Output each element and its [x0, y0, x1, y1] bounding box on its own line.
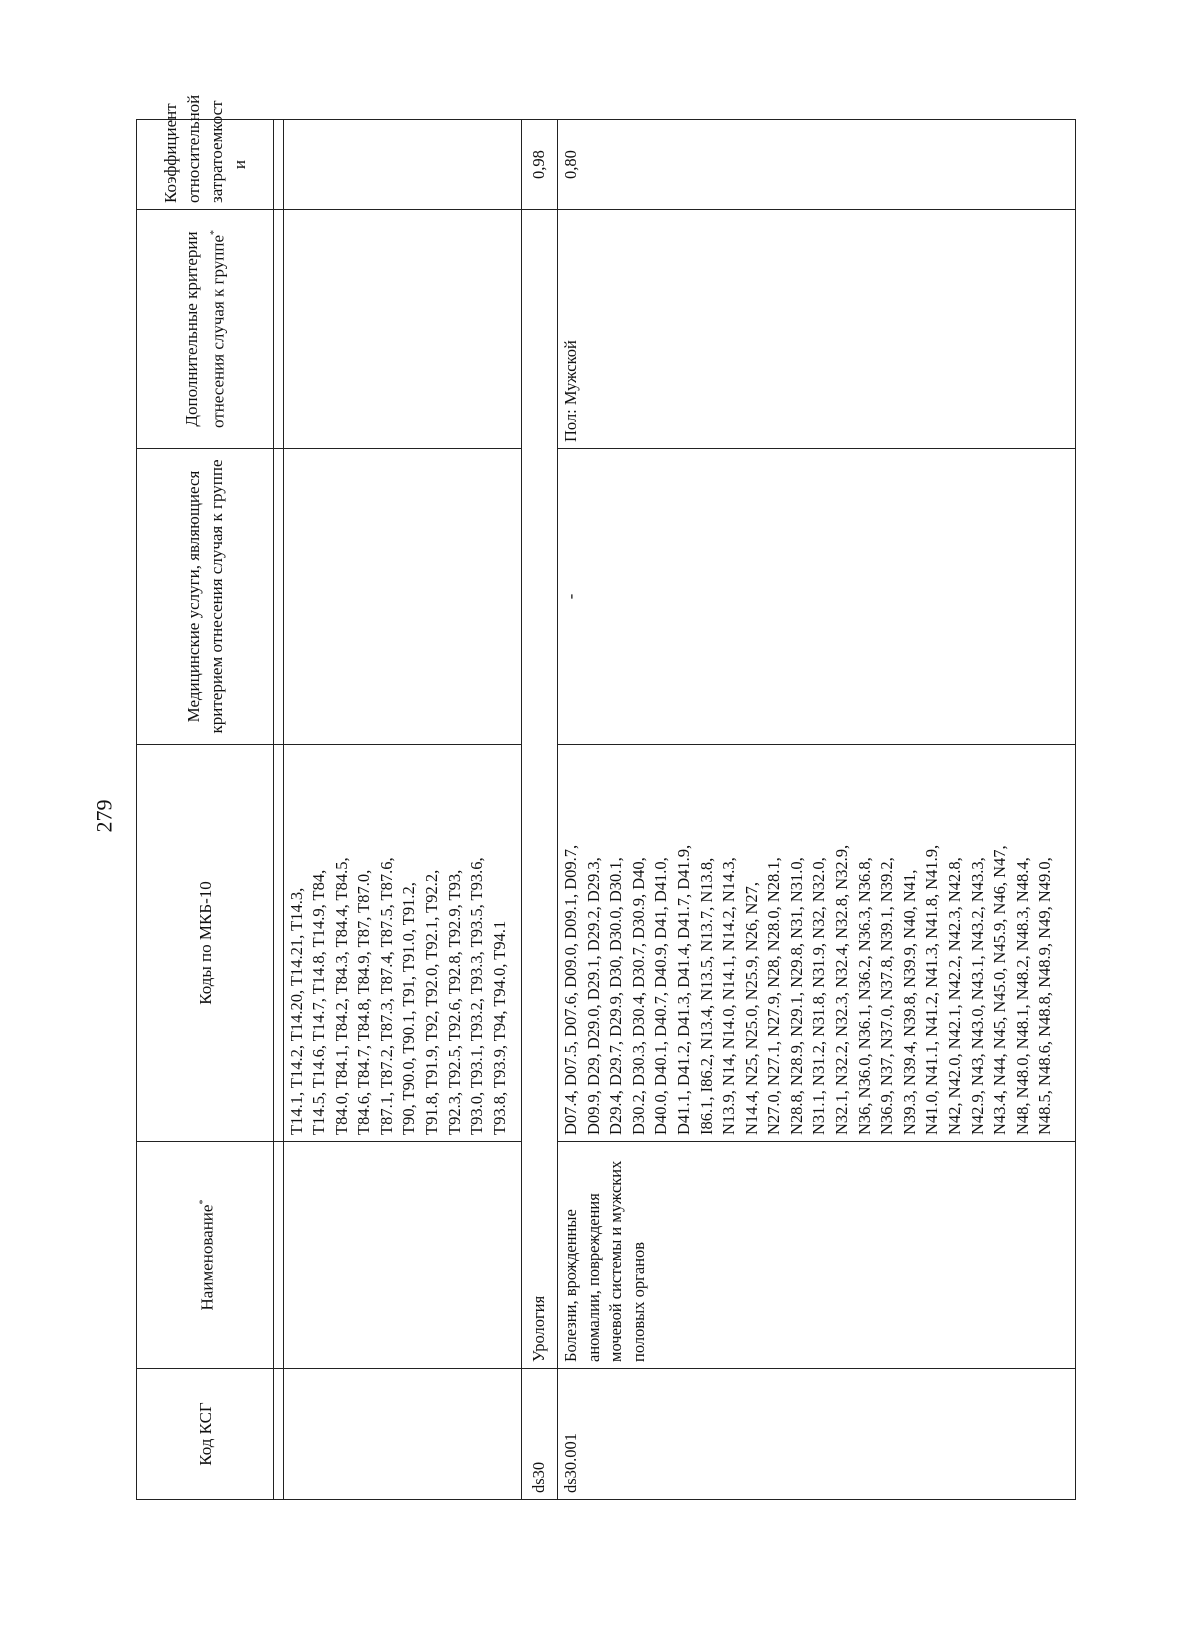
icd-line: N48, N48.0, N48.1, N48.2, N48.3, N48.4, — [1012, 857, 1032, 1135]
icd-line: I86.1, I86.2, N13.4, N13.5, N13.7, N13.8, — [696, 857, 716, 1135]
icd-line: T90, T90.0, T90.1, T91, T91.0, T91.2, — [399, 882, 419, 1135]
header-coef: Коэффициент относительной затратоемкост и — [137, 120, 274, 210]
icd-line: T84.0, T84.1, T84.2, T84.3, T84.4, T84.5, — [331, 857, 351, 1135]
icd-line: T84.6, T84.7, T84.8, T84.9, T87, T87.0, — [354, 869, 374, 1135]
header-services: Медицинские услуги, являющиеся критерием отнесения случая к группе — [137, 449, 274, 745]
section-coef: 0,98 — [521, 120, 557, 210]
icd-line: N36, N36.0, N36.1, N36.2, N36.3, N36.8, — [854, 857, 874, 1135]
icd-line: T91.8, T91.9, T92, T92.0, T92.1, T92.2, — [422, 869, 442, 1135]
table-wrapper — [136, 94, 1076, 1500]
icd-line: N28.8, N28.9, N29.1, N29.8, N31, N31.0, — [786, 857, 806, 1135]
header-name: Наименование* — [137, 1142, 274, 1369]
section-row — [521, 120, 557, 1500]
continuation-icd-codes — [283, 745, 521, 1142]
icd-line: N13.9, N14, N14.0, N14.1, N14.2, N14.3, — [719, 857, 739, 1135]
icd-line: N32.1, N32.2, N32.3, N32.4, N32.8, N32.9, — [832, 844, 852, 1135]
group-extra: Пол: Мужской — [557, 210, 1075, 449]
icd-line: N27.0, N27.1, N27.9, N28, N28.0, N28.1, — [764, 857, 784, 1135]
thin-row — [274, 120, 283, 1500]
icd-line: N41.0, N41.1, N41.2, N41.3, N41.8, N41.9, — [922, 844, 942, 1135]
page-number: 279 — [91, 799, 117, 833]
icd-line: T92.3, T92.5, T92.6, T92.8, T92.9, T93, — [444, 869, 464, 1135]
group-row — [557, 120, 1075, 1500]
section-code: ds30 — [521, 1369, 557, 1500]
group-coef: 0,80 — [557, 120, 1075, 210]
continuation-row — [283, 120, 521, 1500]
icd-line: T14.5, T14.6, T14.7, T14.8, T14.9, T84, — [309, 869, 329, 1135]
icd-line: T14.1, T14.2, T14.20, T14.21, T14.3, — [286, 887, 306, 1135]
group-code: ds30.001 — [557, 1369, 1075, 1500]
icd-line: N31.1, N31.2, N31.8, N31.9, N32, N32.0, — [809, 857, 829, 1135]
icd-line: N43.4, N44, N45, N45.0, N45.9, N46, N47, — [990, 845, 1010, 1135]
header-code: Код КСГ — [137, 1369, 274, 1500]
icd-line: T93.0, T93.1, T93.2, T93.3, T93.5, T93.6, — [467, 857, 487, 1135]
icd-line: N42.9, N43, N43.0, N43.1, N43.2, N43.3, — [967, 857, 987, 1135]
icd-line: N42, N42.0, N42.1, N42.2, N42.3, N42.8, — [945, 857, 965, 1135]
header-extra: Дополнительные критерии отнесения случая к группе* — [137, 210, 274, 449]
icd-line: N39.3, N39.4, N39.8, N39.9, N40, N41, — [899, 869, 919, 1135]
group-services: - — [557, 449, 1075, 745]
icd-line: N14.4, N25, N25.0, N25.9, N26, N27, — [741, 882, 761, 1135]
icd-line: D30.2, D30.3, D30.4, D30.7, D30.9, D40, — [628, 857, 648, 1135]
icd-line: D40.0, D40.1, D40.7, D40.9, D41, D41.0, — [651, 857, 671, 1135]
icd-line: T87.1, T87.2, T87.3, T87.4, T87.5, T87.6, — [376, 857, 396, 1135]
group-name: Болезни, врожденные аномалии, повреждения мочевой системы и мужских половых органов — [557, 1142, 1075, 1369]
icd-line: D07.4, D07.5, D07.6, D09.0, D09.1, D09.7, — [560, 844, 580, 1135]
icd-line: T93.8, T93.9, T94, T94.0, T94.1 — [489, 920, 509, 1135]
icd-line: D09.9, D29, D29.0, D29.1, D29.2, D29.3, — [583, 857, 603, 1135]
group-icd-codes — [557, 745, 1075, 1142]
ksg-table — [136, 94, 1076, 1500]
icd-line: D29.4, D29.7, D29.9, D30, D30.0, D30.1, — [606, 857, 626, 1135]
icd-line: D41.1, D41.2, D41.3, D41.4, D41.7, D41.9, — [673, 844, 693, 1135]
icd-line: N36.9, N37, N37.0, N37.8, N39.1, N39.2, — [877, 857, 897, 1135]
icd-line: N48.5, N48.6, N48.8, N48.9, N49, N49.0, — [1035, 857, 1055, 1135]
section-name: Урология — [521, 210, 557, 1369]
rotated-table-container — [136, 94, 1076, 1500]
header-row — [137, 120, 274, 1500]
header-icd: Коды по МКБ-10 — [137, 745, 274, 1142]
